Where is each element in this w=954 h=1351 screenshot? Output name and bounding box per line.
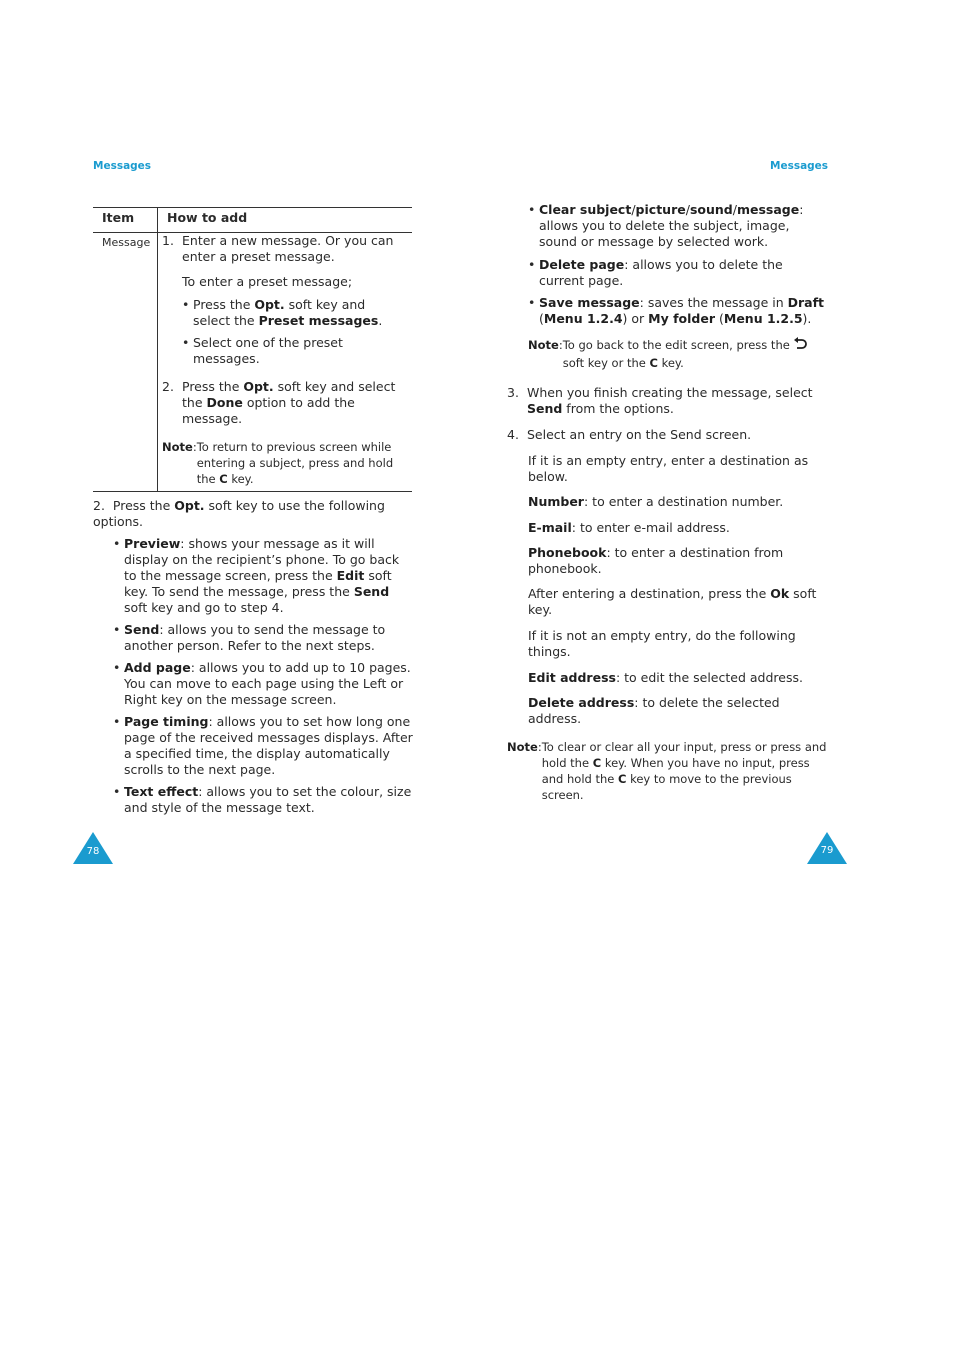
option-preview: • Preview: shows your message as it will display on the recipient’s phone. To go back to the message screen, press the Edit soft key. To send the message, press the Send soft key and go to step 4. xyxy=(113,536,400,615)
step-2-intro: 2. Press the Opt. soft key to use the following options. xyxy=(93,498,385,529)
table-header-how: How to add xyxy=(158,208,413,233)
option-text-effect: • Text effect: allows you to set the colour, size and style of the message text. xyxy=(113,784,412,815)
option-add-page: • Add page: allows you to add up to 10 pages. You can move to each page using the Left or Right key on the message screen. xyxy=(113,660,411,707)
how-to-add-table xyxy=(93,207,412,492)
step-4: 4. Select an entry on the Send screen. xyxy=(507,427,752,442)
note-edit-screen: Note: To go back to the edit screen, press the soft key or the C key. xyxy=(528,337,827,371)
table-row xyxy=(93,233,412,492)
left-column xyxy=(93,207,413,816)
running-header-left: Messages xyxy=(93,160,152,172)
step-3: 3. When you finish creating the message, select Send from the options. xyxy=(507,385,813,416)
delete-address: Delete address: to delete the selected address. xyxy=(528,695,780,726)
option-send: • Send: allows you to send the message to another person. Refer to the next steps. xyxy=(113,622,386,653)
after-destination: After entering a destination, press the Ok soft key. xyxy=(528,586,817,617)
option-delete-page: • Delete page: allows you to delete the current page. xyxy=(528,257,783,288)
preset-bullet-1: • Press the Opt. soft key and select the Preset messages. xyxy=(182,297,383,328)
preset-bullet-2: • Select one of the preset messages. xyxy=(182,335,343,366)
back-arrow-icon xyxy=(793,337,807,355)
option-clear: • Clear subject/picture/sound/message: allows you to delete the subject, image, sound or message by selected work. xyxy=(528,202,804,249)
preset-intro: To enter a preset message; xyxy=(182,274,353,289)
dest-phonebook: Phonebook: to enter a destination from phonebook. xyxy=(528,545,784,576)
table-cell-how xyxy=(158,233,413,492)
table-header-item: Item xyxy=(93,208,158,233)
empty-entry-text: If it is an empty entry, enter a destination as below. xyxy=(528,453,809,484)
right-column xyxy=(507,202,827,803)
page-number-right: 79 xyxy=(820,845,834,856)
option-page-timing: • Page timing: allows you to set how long one page of the received messages displays. After a specified time, the display automatically scrolls to the next page. xyxy=(113,714,413,777)
option-save-message: • Save message: saves the message in Draft (Menu 1.2.4) or My folder (Menu 1.2.5). xyxy=(528,295,824,326)
dest-number: Number: to enter a destination number. xyxy=(528,494,784,509)
not-empty-text: If it is not an empty entry, do the following things. xyxy=(528,628,796,659)
note-clear-input: Note: To clear or clear all your input, press or press and hold the C key. When you have no input, press and hold the C key to move to the previous screen. xyxy=(507,740,827,802)
page-number-left: 78 xyxy=(86,846,100,857)
table-note: Note: To return to previous screen while entering a subject, press and hold the C key. xyxy=(162,440,394,486)
dest-email: E-mail: to enter e-mail address. xyxy=(528,520,730,535)
edit-address: Edit address: to edit the selected address. xyxy=(528,670,803,685)
running-header-right: Messages xyxy=(770,160,829,172)
table-step-2: 2. Press the Opt. soft key and select the Done option to add the message. xyxy=(162,379,396,426)
table-cell-item: Message xyxy=(93,233,158,492)
table-step-1: 1. Enter a new message. Or you can enter a preset message. xyxy=(162,233,394,264)
